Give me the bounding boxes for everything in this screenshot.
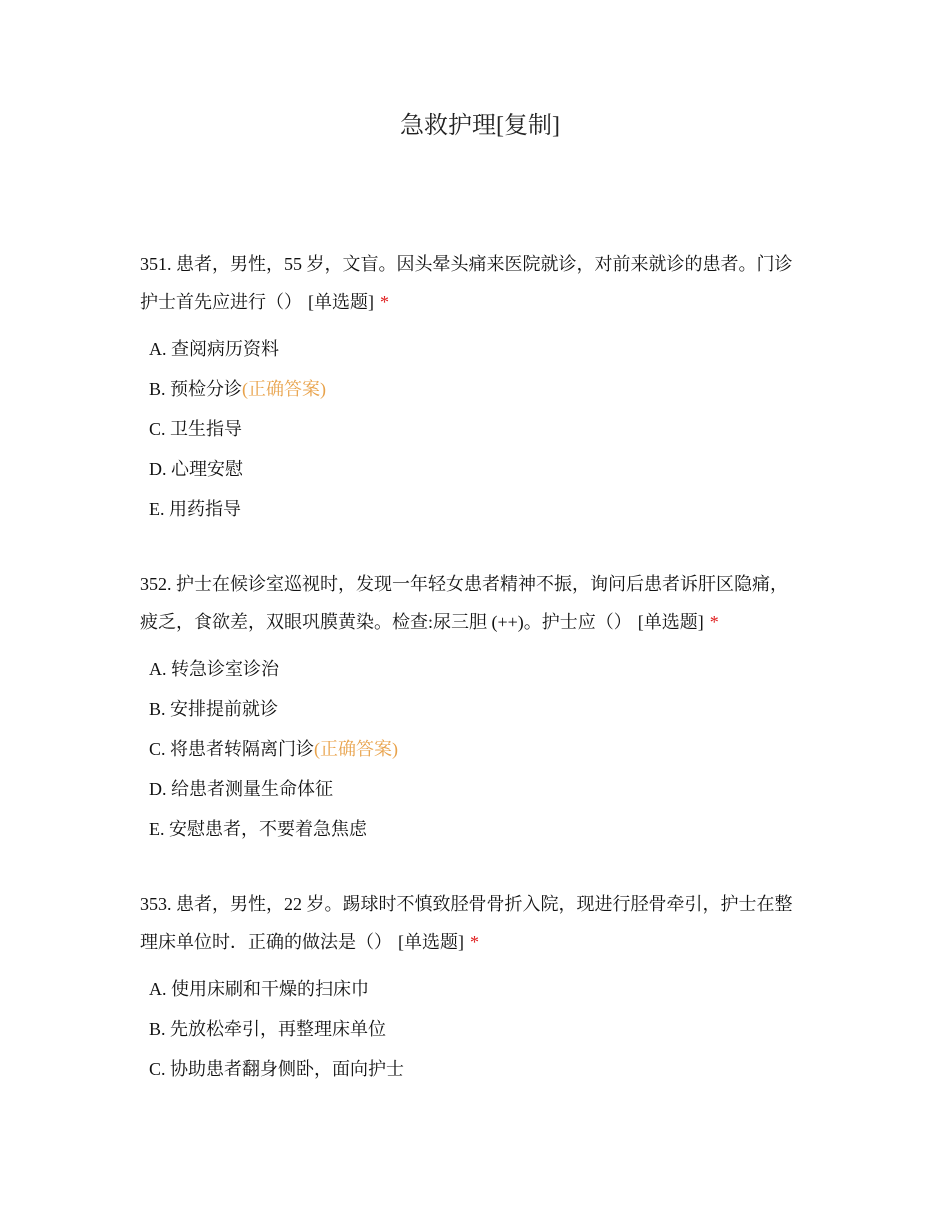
options-list	[140, 329, 805, 529]
option-text: E. 安慰患者，不要着急焦虑	[149, 819, 367, 839]
option-e	[140, 809, 805, 849]
correct-answer-mark: (正确答案)	[314, 739, 399, 759]
question-353	[140, 885, 805, 1089]
option-text: C. 将患者转隔离门诊	[149, 739, 315, 759]
question-352	[140, 565, 805, 849]
question-stem	[140, 245, 805, 321]
options-list	[140, 969, 805, 1089]
option-b	[140, 1009, 805, 1049]
option-text: D. 心理安慰	[149, 459, 243, 479]
option-c	[140, 409, 805, 449]
option-b	[140, 369, 805, 409]
options-list	[140, 649, 805, 849]
option-text: B. 预检分诊	[149, 379, 243, 399]
option-text: E. 用药指导	[149, 499, 241, 519]
question-351	[140, 245, 805, 529]
option-text: A. 转急诊室诊治	[149, 659, 279, 679]
question-text: 351. 患者，男性，55 岁，文盲。因头晕头痛来医院就诊，对前来就诊的患者。门诊护士首先应进行（）	[140, 254, 793, 312]
option-d	[140, 449, 805, 489]
option-text: B. 先放松牵引，再整理床单位	[149, 1019, 387, 1039]
option-a	[140, 649, 805, 689]
question-text: 353. 患者，男性，22 岁。踢球时不慎致胫骨骨折入院，现进行胫骨牵引，护士在整理床单位时．正确的做法是（）	[140, 894, 793, 952]
question-type: [单选题]	[308, 292, 374, 312]
option-text: B. 安排提前就诊	[149, 699, 279, 719]
option-c	[140, 1049, 805, 1089]
option-text: C. 协助患者翻身侧卧，面向护士	[149, 1059, 405, 1079]
option-e	[140, 489, 805, 529]
option-text: D. 给患者测量生命体征	[149, 779, 333, 799]
correct-answer-mark: (正确答案)	[242, 379, 327, 399]
document-title: 急救护理[复制]	[400, 113, 560, 139]
option-b	[140, 689, 805, 729]
question-type: [单选题]	[398, 932, 464, 952]
required-mark: *	[709, 612, 719, 632]
option-text: C. 卫生指导	[149, 419, 243, 439]
question-stem	[140, 885, 805, 961]
option-text: A. 使用床刷和干燥的扫床巾	[149, 979, 369, 999]
option-c	[140, 729, 805, 769]
option-a	[140, 329, 805, 369]
required-mark: *	[470, 932, 479, 952]
question-stem	[140, 565, 805, 641]
question-type: [单选题]	[637, 612, 704, 632]
option-a	[140, 969, 805, 1009]
option-d	[140, 769, 805, 809]
required-mark: *	[380, 292, 389, 312]
question-text: 352. 护士在候诊室巡视时，发现一年轻女患者精神不振，询问后患者诉肝区隐痛，疲乏，食欲差，双眼巩膜黄染。检查:尿三胆 (++)。护士应（）	[140, 574, 788, 632]
option-text: A. 查阅病历资料	[149, 339, 279, 359]
